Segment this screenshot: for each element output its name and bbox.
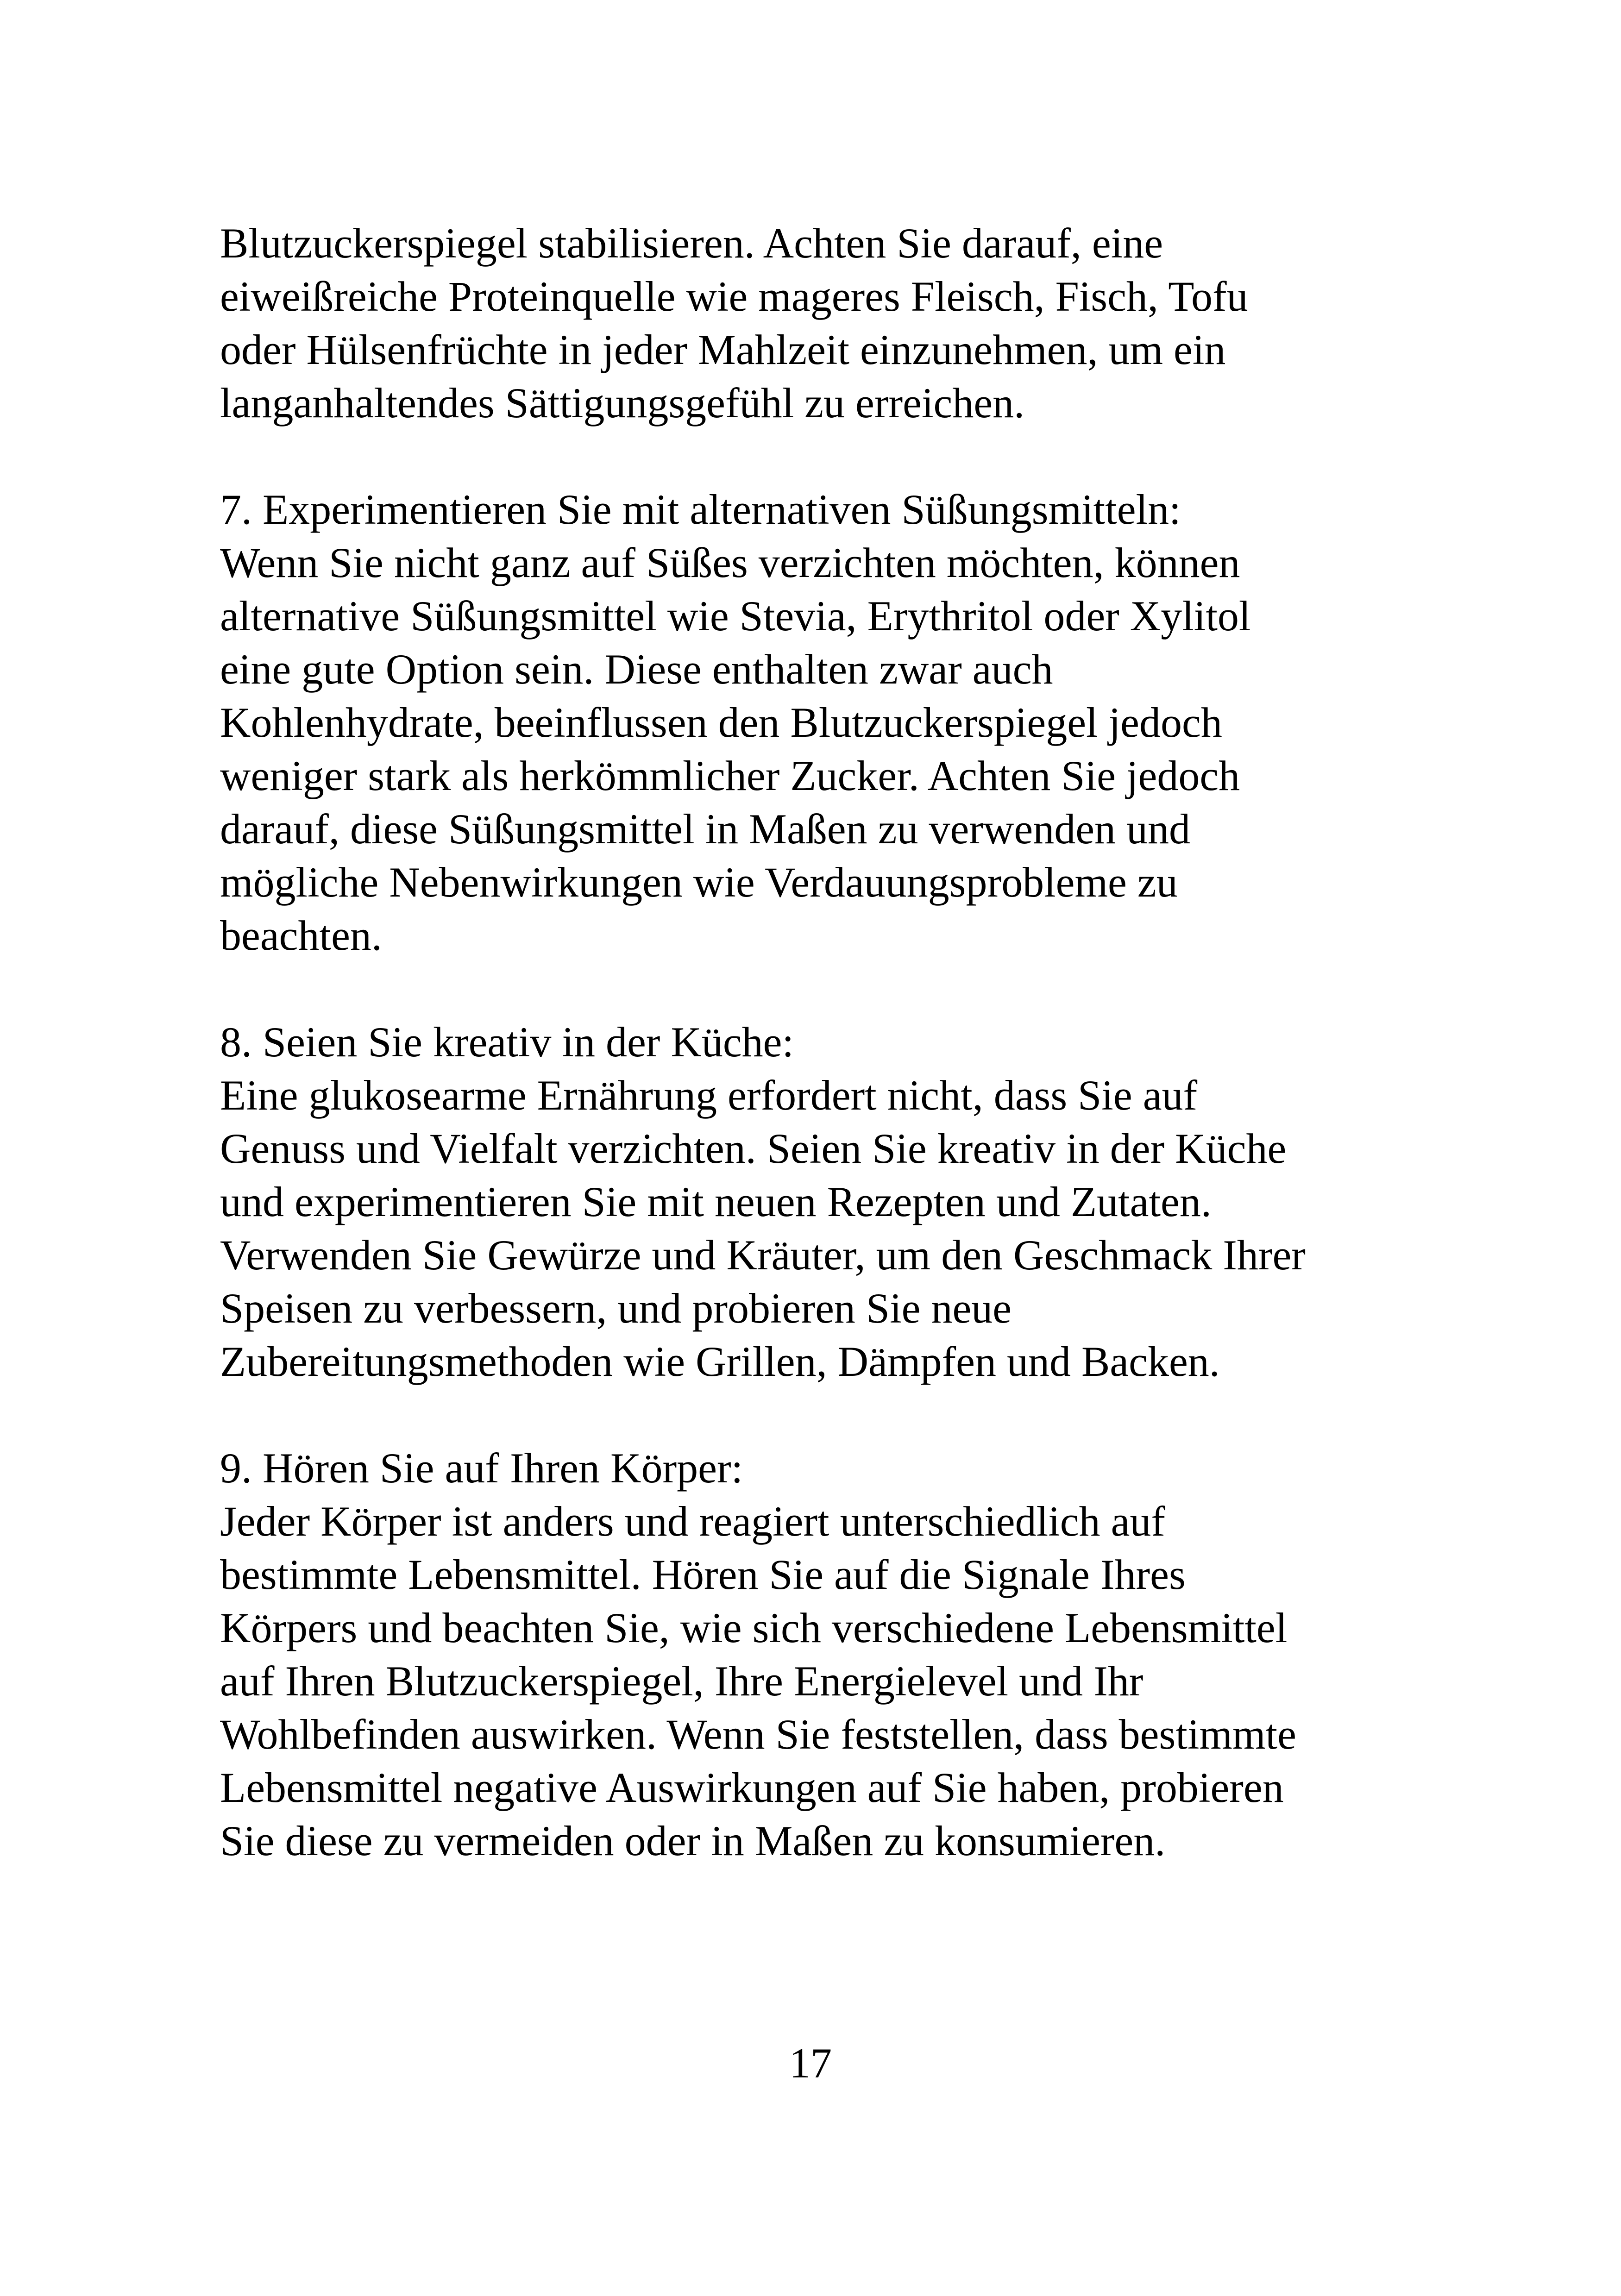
section-heading: 9. Hören Sie auf Ihren Körper: (220, 1444, 743, 1492)
text-line: langanhaltendes Sättigungsgefühl zu erreichen. (220, 379, 1025, 427)
text-line: Wenn Sie nicht ganz auf Süßes verzichten möchten, können (220, 539, 1240, 586)
text-line: Wohlbefinden auswirken. Wenn Sie feststellen, dass bestimmte (220, 1711, 1296, 1758)
text-line: weniger stark als herkömmlicher Zucker. Achten Sie jedoch (220, 752, 1240, 799)
text-line: alternative Süßungsmittel wie Stevia, Erythritol oder Xylitol (220, 592, 1251, 640)
text-line: oder Hülsenfrüchte in jeder Mahlzeit einzunehmen, um ein (220, 326, 1226, 373)
paragraph-gap (220, 962, 1452, 1016)
text-line: Genuss und Vielfalt verzichten. Seien Sie kreativ in der Küche (220, 1125, 1287, 1172)
text-line: Verwenden Sie Gewürze und Kräuter, um den Geschmack Ihrer (220, 1231, 1306, 1279)
text-line: Sie diese zu vermeiden oder in Maßen zu konsumieren. (220, 1817, 1166, 1864)
body-text (220, 217, 1452, 1868)
text-line: eine gute Option sein. Diese enthalten zwar auch (220, 646, 1053, 693)
text-line: darauf, diese Süßungsmittel in Maßen zu verwenden und (220, 805, 1191, 853)
paragraph-gap (220, 430, 1452, 483)
text-line: mögliche Nebenwirkungen wie Verdauungsprobleme zu (220, 859, 1178, 906)
text-line: Lebensmittel negative Auswirkungen auf Sie haben, probieren (220, 1764, 1284, 1811)
section-8-kitchen (220, 1016, 1452, 1388)
paragraph-continuation (220, 217, 1452, 430)
paragraph-gap (220, 1388, 1452, 1442)
text-line: auf Ihren Blutzuckerspiegel, Ihre Energielevel und Ihr (220, 1657, 1143, 1705)
text-line: eiweißreiche Proteinquelle wie mageres Fleisch, Fisch, Tofu (220, 273, 1248, 320)
text-line: Körpers und beachten Sie, wie sich verschiedene Lebensmittel (220, 1604, 1288, 1651)
text-line: Eine glukosearme Ernährung erfordert nicht, dass Sie auf (220, 1072, 1198, 1119)
text-line: und experimentieren Sie mit neuen Rezepten und Zutaten. (220, 1178, 1212, 1225)
text-line: Speisen zu verbessern, und probieren Sie neue (220, 1285, 1012, 1332)
text-line: Blutzuckerspiegel stabilisieren. Achten Sie darauf, eine (220, 220, 1163, 267)
section-heading: 7. Experimentieren Sie mit alternativen Süßungsmitteln: (220, 486, 1181, 533)
text-line: Jeder Körper ist anders und reagiert unterschiedlich auf (220, 1498, 1166, 1545)
page-number: 17 (789, 2039, 832, 2087)
section-9-body (220, 1442, 1452, 1868)
section-7-sweeteners (220, 483, 1452, 962)
text-line: beachten. (220, 912, 382, 959)
text-line: bestimmte Lebensmittel. Hören Sie auf die Signale Ihres (220, 1551, 1186, 1598)
text-line: Kohlenhydrate, beeinflussen den Blutzuckerspiegel jedoch (220, 699, 1222, 746)
text-line: Zubereitungsmethoden wie Grillen, Dämpfen und Backen. (220, 1338, 1220, 1385)
section-heading: 8. Seien Sie kreativ in der Küche: (220, 1018, 794, 1066)
